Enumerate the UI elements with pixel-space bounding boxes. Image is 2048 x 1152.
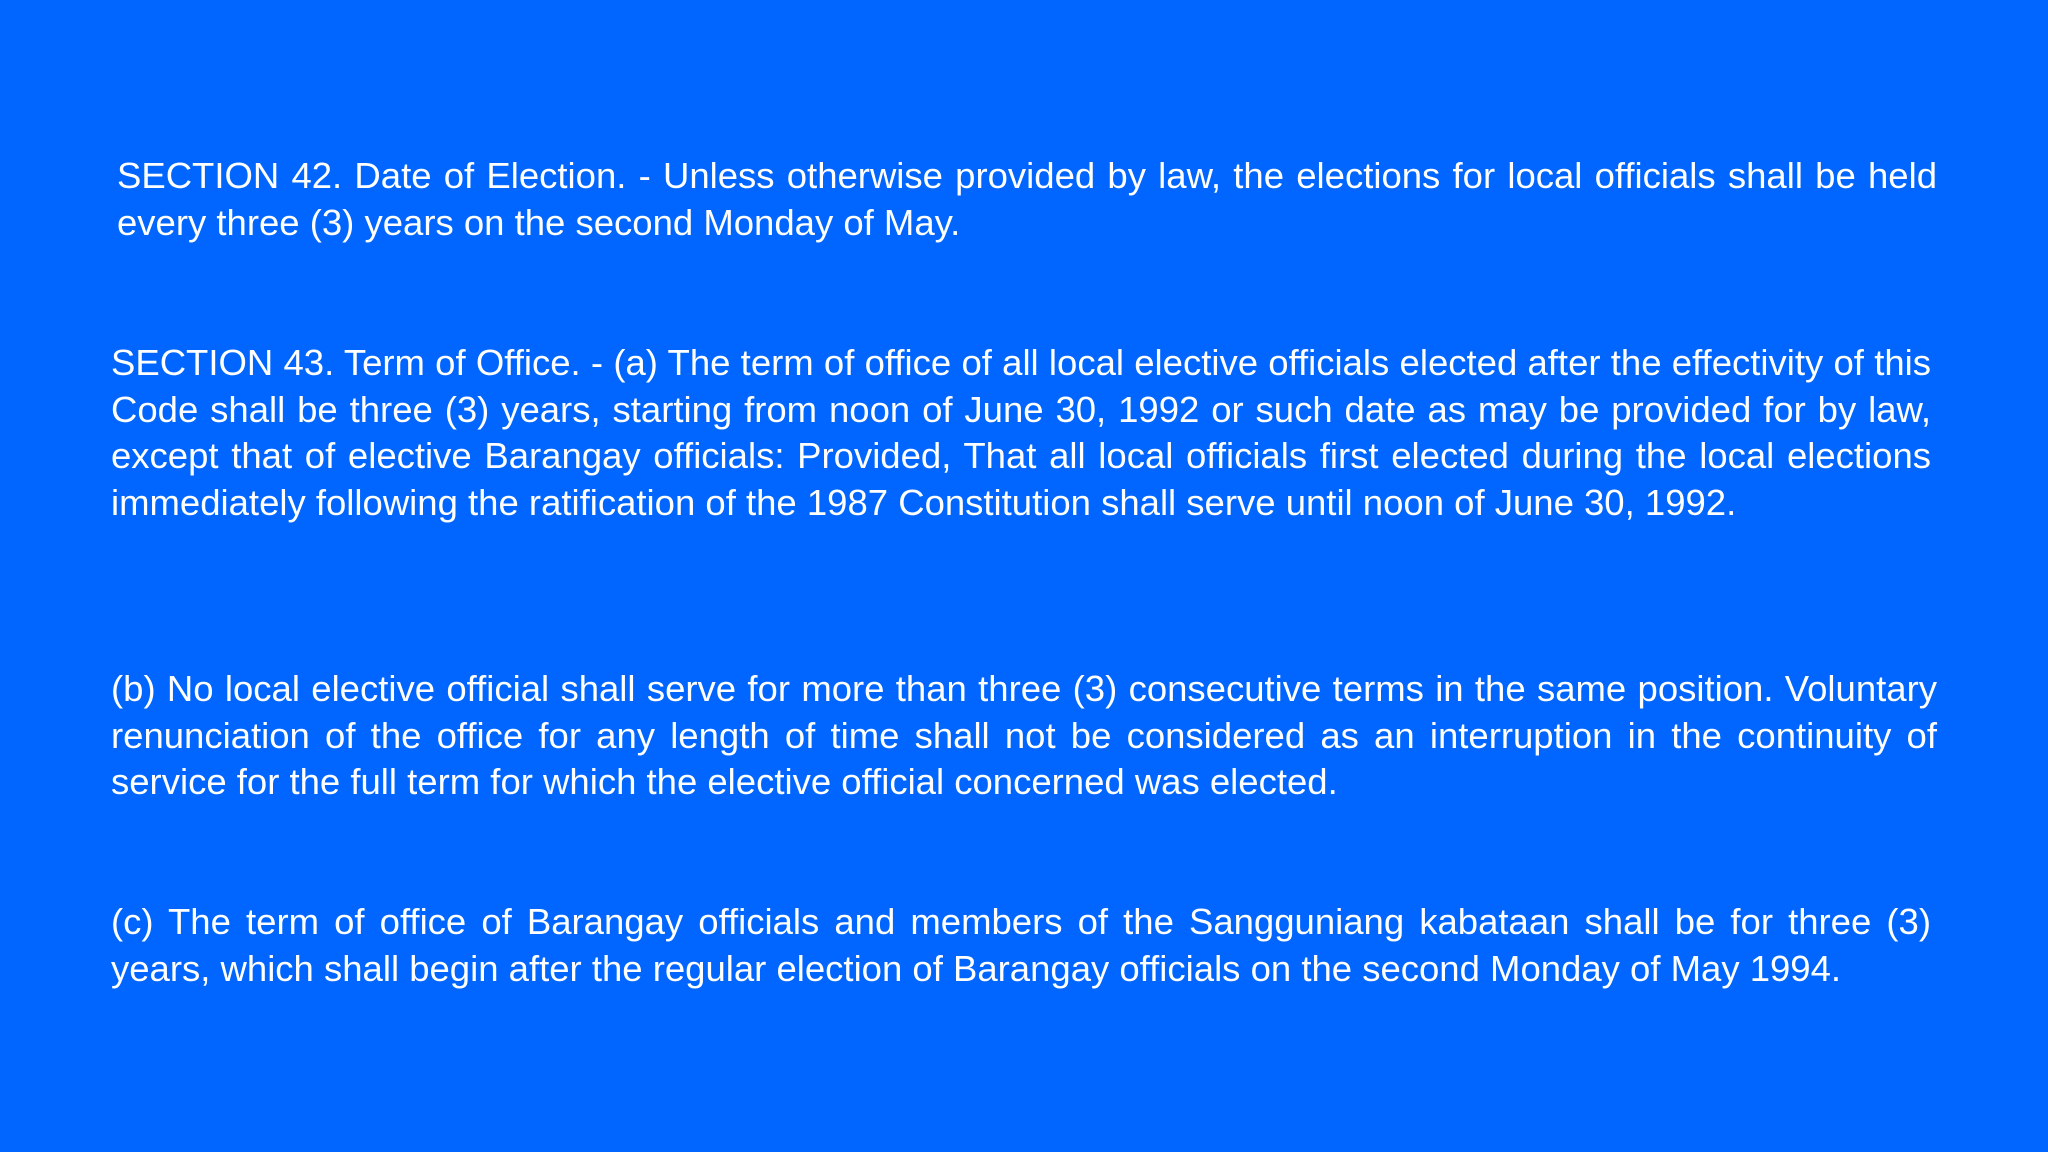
section-43a-paragraph: SECTION 43. Term of Office. - (a) The term of office of all local elective officials elected after the effectivity of this Code shall be three (3) years, starting from noon of June 30, 1992 or such date as may be provided for by law, except that of elective Barangay officials: Provided, That all local officials first elected during the local elections immediately following the ratification of the 1987 Constitution shall serve until noon of June 30, 1992. [111, 342, 1931, 523]
section-42-paragraph: SECTION 42. Date of Election. - Unless otherwise provided by law, the elections for local officials shall be held every three (3) years on the second Monday of May. [117, 155, 1937, 243]
section-43c-paragraph: (c) The term of office of Barangay officials and members of the Sangguniang kabataan shall be for three (3) years, which shall begin after the regular election of Barangay officials on the second Monday of May 1994. [111, 901, 1931, 989]
section-43b-paragraph: (b) No local elective official shall serve for more than three (3) consecutive terms in the same position. Voluntary renunciation of the office for any length of time shall not be considered as an interruption in the continuity of service for the full term for which the elective official concerned was elected. [111, 668, 1937, 802]
